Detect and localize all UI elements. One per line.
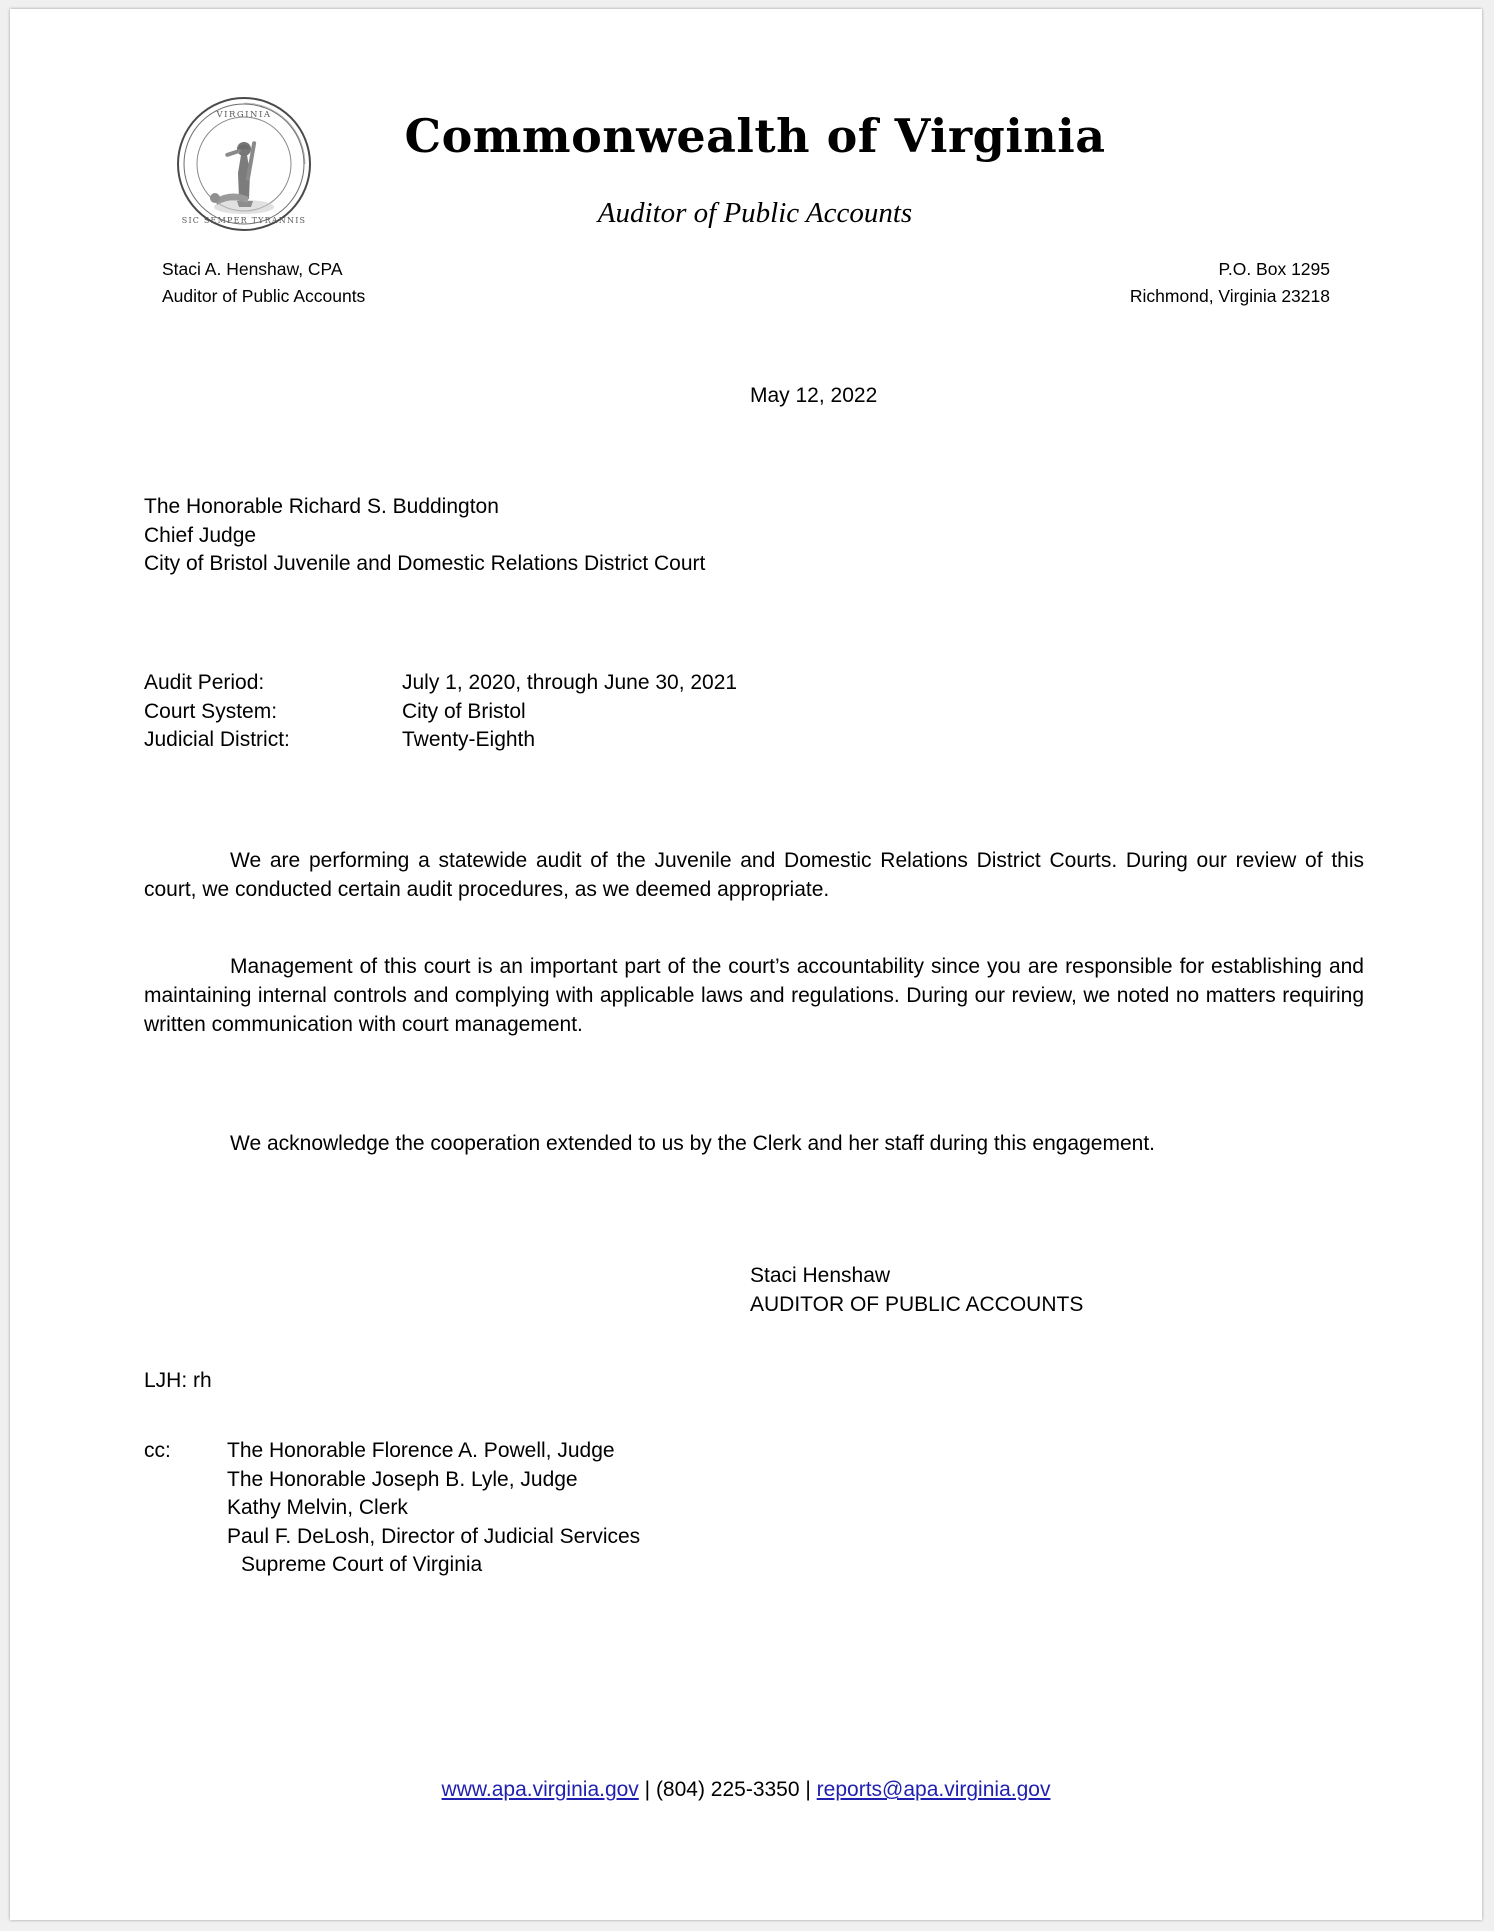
signature-title: AUDITOR OF PUBLIC ACCOUNTS [750,1292,1084,1316]
letterhead-title: Commonwealth of Virginia [404,109,1106,163]
email-link[interactable]: reports@apa.virginia.gov [816,1778,1051,1801]
cc-list [227,1437,640,1580]
cc-list-item: Supreme Court of Virginia [241,1553,483,1577]
body-paragraph-1: We are performing a statewide audit of the Juvenile and Domestic Relations District Courts. During our review of this court, we conducted certain audit procedures, as we deemed appropriate. [144,849,1364,901]
signature-block [750,1262,1083,1320]
document-page [10,9,1482,1920]
cc-block [144,1437,640,1580]
meta-label-court-system: Court System: [144,699,278,723]
meta-value-judicial-district: Twenty-Eighth [402,728,536,752]
virginia-state-seal-icon [175,95,313,233]
addressee-name: The Honorable Richard S. Buddington [144,495,499,518]
phone-number: (804) 225-3350 [655,1778,800,1801]
cc-list-item: The Honorable Florence A. Powell, Judge [227,1439,615,1462]
footer-separator-1: | [638,1778,656,1801]
page-footer [10,1778,1482,1802]
meta-label-audit-period: Audit Period: [144,671,265,694]
meta-value-court-system: City of Bristol [402,699,526,723]
cc-label: cc: [144,1439,171,1462]
city-state-zip: Richmond, Virginia 23218 [1129,286,1330,307]
addressee-court: City of Bristol Juvenile and Domestic Relations District Court [144,552,706,576]
typist-initials: LJH: rh [144,1369,212,1392]
addressee-role: Chief Judge [144,523,257,547]
meta-label-judicial-district: Judicial District: [144,728,290,752]
meta-value-audit-period: July 1, 2020, through June 30, 2021 [402,671,738,694]
meta-row [144,669,737,698]
letter-date: May 12, 2022 [750,384,878,407]
addressee-block [144,493,705,579]
body-paragraph-3: We acknowledge the cooperation extended to us by the Clerk and her staff during this engagement. [230,1132,1155,1155]
signature-name: Staci Henshaw [750,1264,891,1287]
letterhead-right-block [1130,256,1330,310]
letterhead-subtitle: Auditor of Public Accounts [597,197,913,229]
page-content [10,9,1482,1920]
meta-row [144,726,737,755]
auditor-name: Staci A. Henshaw, CPA [162,259,343,279]
cc-list-item: The Honorable Joseph B. Lyle, Judge [227,1467,578,1491]
po-box: P.O. Box 1295 [1218,259,1330,279]
meta-row [144,698,737,727]
website-link[interactable]: www.apa.virginia.gov [441,1778,639,1801]
body-paragraph-2: Management of this court is an important part of the court’s accountability since you are responsible for establishing and maintaining internal controls and complying with applicable laws and regulations. During our review, we noted no matters requiring written communication with court management. [144,955,1364,1036]
svg-text:VIRGINIA: VIRGINIA [216,110,272,120]
letterhead-left-block [162,256,365,310]
cc-list-item: Paul F. DeLosh, Director of Judicial Services [227,1524,641,1548]
audit-meta-block [144,669,737,755]
svg-text:SIC SEMPER TYRANNIS: SIC SEMPER TYRANNIS [181,216,307,225]
auditor-title: Auditor of Public Accounts [162,286,366,307]
cc-list-item: Kathy Melvin, Clerk [227,1496,408,1520]
footer-separator-2: | [799,1778,817,1801]
